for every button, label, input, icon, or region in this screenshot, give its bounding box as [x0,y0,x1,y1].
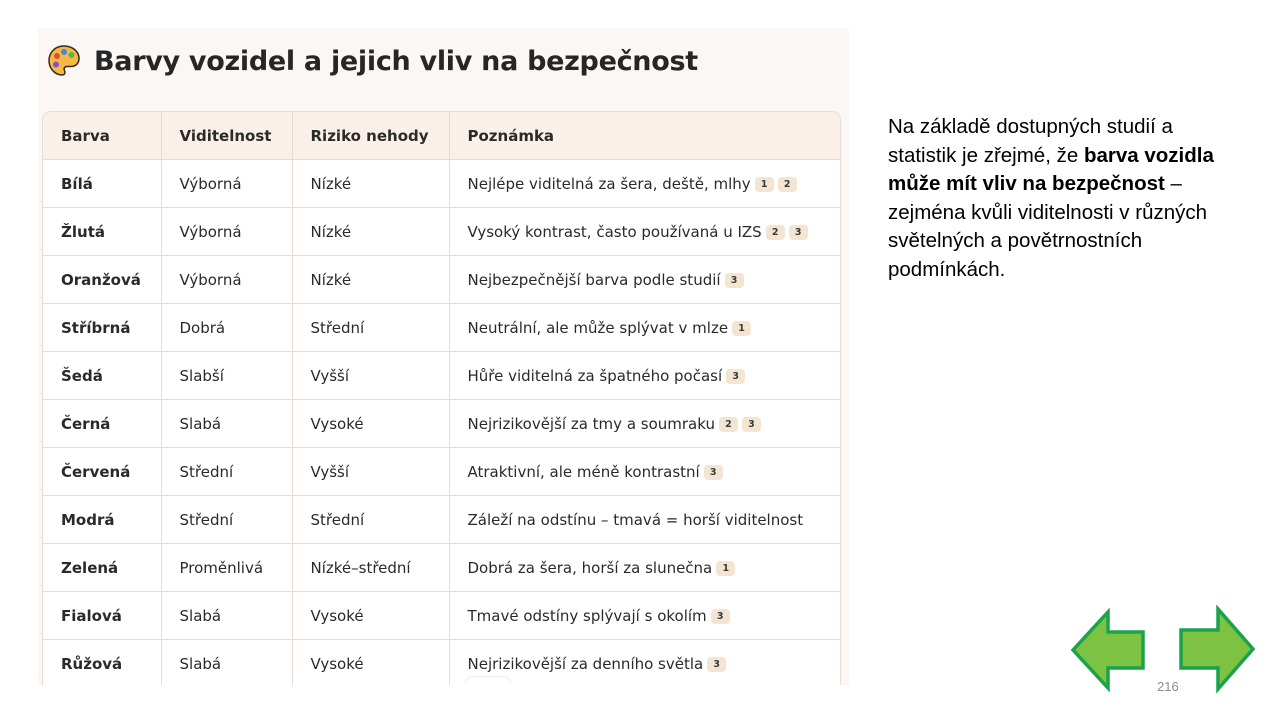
table-heading [46,42,698,80]
citation-badge[interactable]: 3 [707,657,726,672]
note-text: Hůře viditelná za špatného počasí [467,366,723,385]
cell-poznamka [449,592,840,640]
citation-badge[interactable]: 1 [755,177,774,192]
citation-badge[interactable]: 3 [726,369,745,384]
cell-barva: Černá [43,400,161,448]
summary-paragraph [888,113,1218,284]
cell-poznamka [449,400,840,448]
column-header-riziko: Riziko nehody [292,112,449,160]
table-row [43,640,840,686]
cell-viditelnost: Slabá [161,640,292,686]
citation-badge[interactable]: 2 [719,417,738,432]
cell-barva: Šedá [43,352,161,400]
cell-poznamka [449,256,840,304]
cell-viditelnost: Slabší [161,352,292,400]
table-row [43,352,840,400]
note-text: Dobrá za šera, horší za slunečna [467,558,713,577]
note-text: Neutrální, ale může splývat v mlze [467,318,729,337]
cell-poznamka [449,352,840,400]
citation-badge[interactable]: 2 [778,177,797,192]
citation-badge[interactable]: 3 [711,609,730,624]
cell-poznamka [449,304,840,352]
note-text: Nejrizikovější za denního světla [467,654,704,673]
cell-viditelnost: Výborná [161,256,292,304]
table-row [43,208,840,256]
cell-viditelnost: Proměnlivá [161,544,292,592]
cell-barva: Oranžová [43,256,161,304]
cell-barva: Červená [43,448,161,496]
cell-barva: Bílá [43,160,161,208]
table-row [43,592,840,640]
cell-barva: Zelená [43,544,161,592]
table-row [43,400,840,448]
citation-badge[interactable]: 2 [766,225,785,240]
cell-viditelnost: Dobrá [161,304,292,352]
table-row [43,304,840,352]
cell-poznamka [449,448,840,496]
cell-viditelnost: Výborná [161,160,292,208]
cell-riziko: Střední [292,496,449,544]
citation-badge[interactable]: 3 [725,273,744,288]
note-text: Vysoký kontrast, často používaná u IZS [467,222,762,241]
note-text: Tmavé odstíny splývají s okolím [467,606,707,625]
cell-riziko: Vyšší [292,352,449,400]
arrow-right-icon [1181,609,1253,689]
cell-riziko: Nízké–střední [292,544,449,592]
citation-badge[interactable]: 3 [742,417,761,432]
page-number: 216 [1157,679,1179,694]
note-text: Atraktivní, ale méně kontrastní [467,462,700,481]
artist-palette-icon [46,43,82,79]
citation-badge[interactable]: 1 [732,321,751,336]
cell-riziko: Střední [292,304,449,352]
arrow-left-icon [1073,612,1143,688]
table-header-row [43,112,840,160]
note-text: Nejlépe viditelná za šera, deště, mlhy [467,174,751,193]
summary-text-bold: barva vozidla může mít vliv na bezpečnost [888,143,1214,195]
citation-badge[interactable]: 1 [716,561,735,576]
table-row [43,496,840,544]
summary-text-start: Na základě dostupných studií a statistik je zřejmé, že [888,115,1173,167]
citation-badge[interactable]: 3 [789,225,808,240]
vehicle-color-table [42,111,841,685]
cell-viditelnost: Slabá [161,592,292,640]
cell-riziko: Nízké [292,160,449,208]
citation-badge[interactable]: 3 [704,465,723,480]
table-row [43,544,840,592]
table-row [43,160,840,208]
cell-viditelnost: Střední [161,448,292,496]
scroll-indicator[interactable] [466,677,510,685]
cell-riziko: Nízké [292,256,449,304]
table-row [43,256,840,304]
table-title: Barvy vozidel a jejich vliv na bezpečnost [94,45,698,77]
note-text: Nejbezpečnější barva podle studií [467,270,721,289]
cell-barva: Růžová [43,640,161,686]
cell-poznamka [449,208,840,256]
column-header-viditelnost: Viditelnost [161,112,292,160]
table-row [43,448,840,496]
cell-barva: Modrá [43,496,161,544]
prev-slide-button[interactable] [1071,608,1149,692]
cell-poznamka [449,544,840,592]
cell-barva: Žlutá [43,208,161,256]
column-header-barva: Barva [43,112,161,160]
cell-riziko: Vysoké [292,592,449,640]
cell-viditelnost: Výborná [161,208,292,256]
cell-riziko: Vyšší [292,448,449,496]
cell-barva: Fialová [43,592,161,640]
summary-text-end: – zejména kvůli viditelnosti v různých světelných a povětrnostních podmínkách. [888,172,1208,281]
cell-riziko: Nízké [292,208,449,256]
cell-poznamka [449,496,840,544]
cell-riziko: Vysoké [292,400,449,448]
column-header-poznamka: Poznámka [449,112,840,160]
cell-barva: Stříbrná [43,304,161,352]
cell-riziko: Vysoké [292,640,449,686]
cell-viditelnost: Střední [161,496,292,544]
cell-viditelnost: Slabá [161,400,292,448]
note-text: Nejrizikovější za tmy a soumraku [467,414,715,433]
note-text: Záleží na odstínu – tmavá = horší viditelnost [467,510,804,529]
next-slide-button[interactable] [1177,605,1255,693]
screenshot-panel [38,28,849,685]
cell-poznamka [449,160,840,208]
